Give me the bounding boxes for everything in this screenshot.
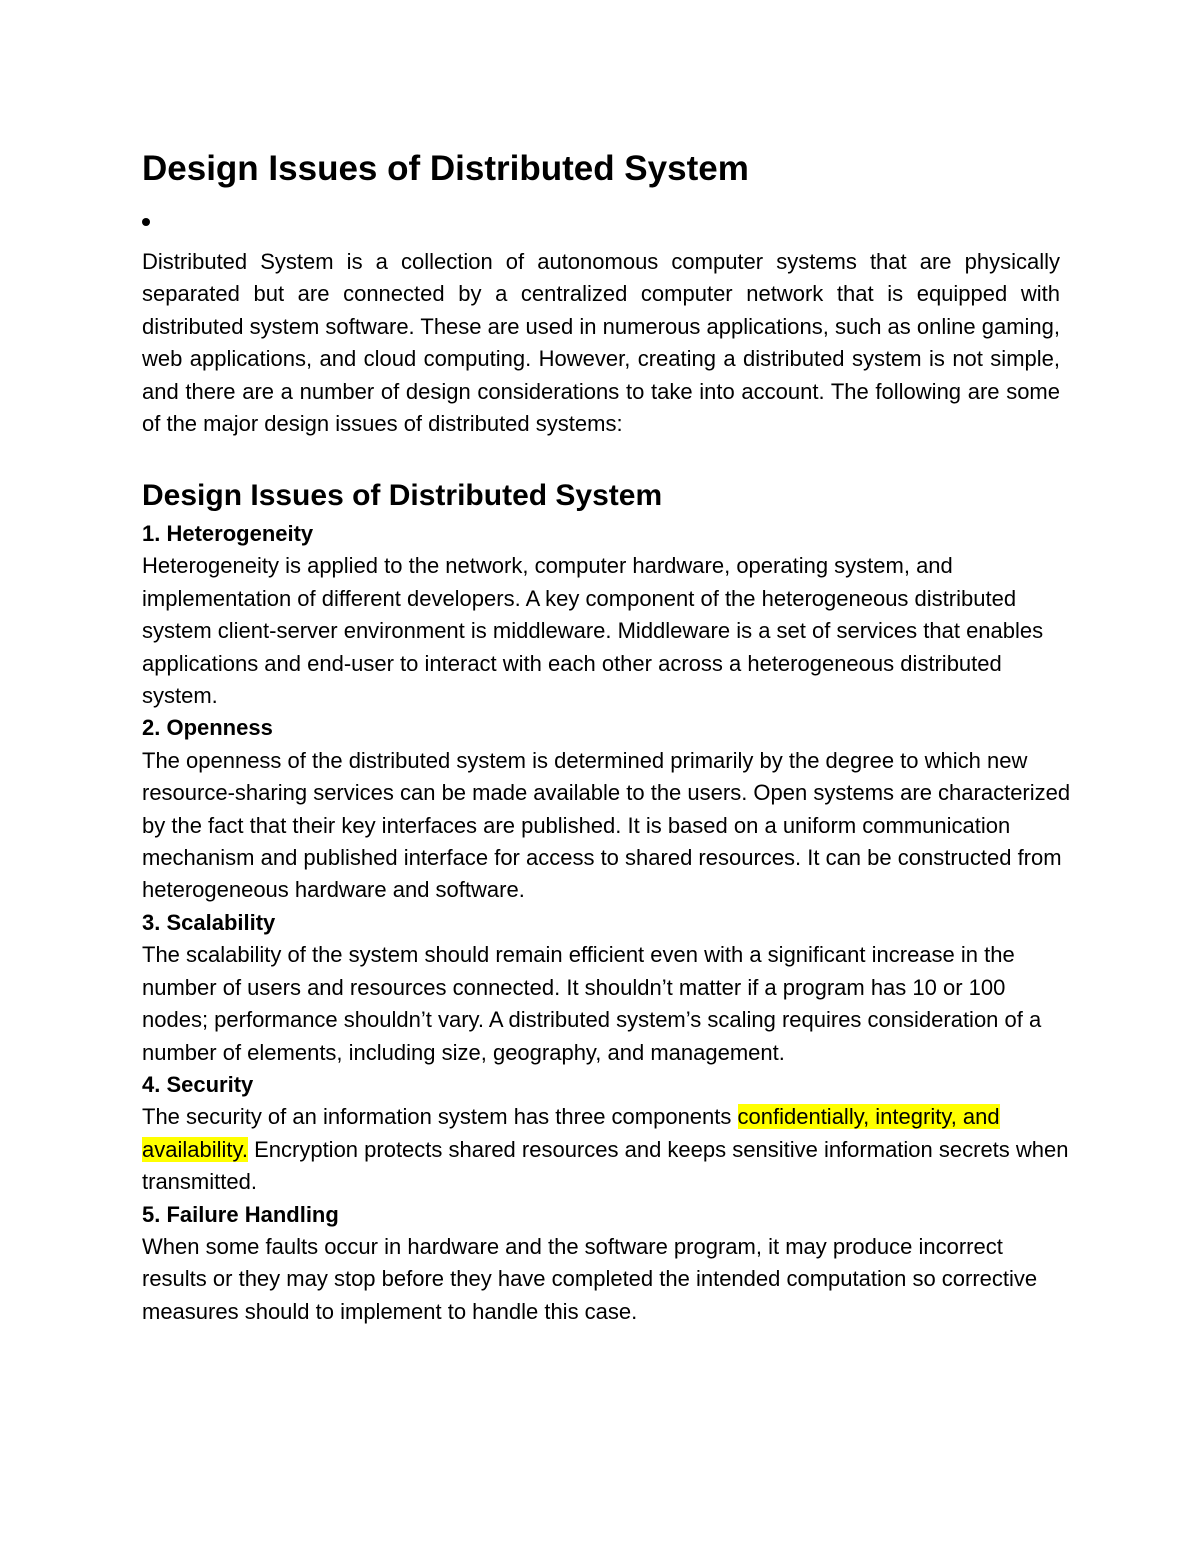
issue-body: The scalability of the system should remain efficient even with a significant increase in the number of users and resources connected. It shouldn’t matter if a program has 10 or 100 nodes; performance shouldn’t vary. A distributed system’s scaling requires consideration of a number of elements, including size, geography, and management. bbox=[142, 942, 1042, 1065]
issue-body: When some faults occur in hardware and the software program, it may produce incorrect results or they may stop before they have completed the intended computation so corrective measures should to implement to handle this case. bbox=[142, 1233, 1038, 1324]
design-issues-list bbox=[142, 518, 1072, 1328]
document-title: Design Issues of Distributed System bbox=[142, 149, 749, 188]
section-heading: Design Issues of Distributed System bbox=[142, 479, 663, 512]
issue-title: 5. Failure Handling bbox=[142, 1201, 339, 1227]
intro-paragraph: Distributed System is a collection of autonomous computer systems that are physically separated but are connected by a centralized computer network that is equipped with distributed system software. These are used in numerous applications, such as online gaming, web applications, and cloud computing. However, creating a distributed system is not simple, and there are a number of design considerations to take into account. The following are some of the major design issues of distributed systems: bbox=[142, 249, 1060, 437]
issue-body-text: Encryption protects shared resources and keeps sensitive information secrets when transmitted. bbox=[142, 1136, 1069, 1195]
issue-failure-handling bbox=[142, 1199, 1072, 1329]
issue-heterogeneity bbox=[142, 518, 1072, 712]
issue-scalability bbox=[142, 907, 1072, 1069]
bullet-icon bbox=[142, 218, 150, 226]
issue-body: Heterogeneity is applied to the network, computer hardware, operating system, and implementation of different developers. A key component of the heterogeneous distributed system client-server environment is middleware. Middleware is a set of services that enables applications and end-user to interact with each other across a heterogeneous distributed system. bbox=[142, 553, 1044, 709]
issue-security bbox=[142, 1069, 1072, 1199]
issue-body bbox=[142, 1101, 1072, 1198]
issue-title: 1. Heterogeneity bbox=[142, 521, 314, 546]
issue-body-text: The security of an information system has three components bbox=[142, 1104, 738, 1130]
issue-openness bbox=[142, 712, 1072, 906]
highlighted-text: confidentially, integrity, and availability. bbox=[142, 1104, 1000, 1162]
issue-title: 3. Scalability bbox=[142, 909, 276, 935]
issue-title: 2. Openness bbox=[142, 715, 273, 741]
issue-title: 4. Security bbox=[142, 1071, 254, 1097]
issue-body: The openness of the distributed system is determined primarily by the degree to which new resource-sharing services can be made available to the users. Open systems are characterized by the fact that their key interfaces are published. It is based on a uniform communication mechanism and published interface for access to shared resources. It can be constructed from heterogeneous hardware and software. bbox=[142, 747, 1071, 903]
